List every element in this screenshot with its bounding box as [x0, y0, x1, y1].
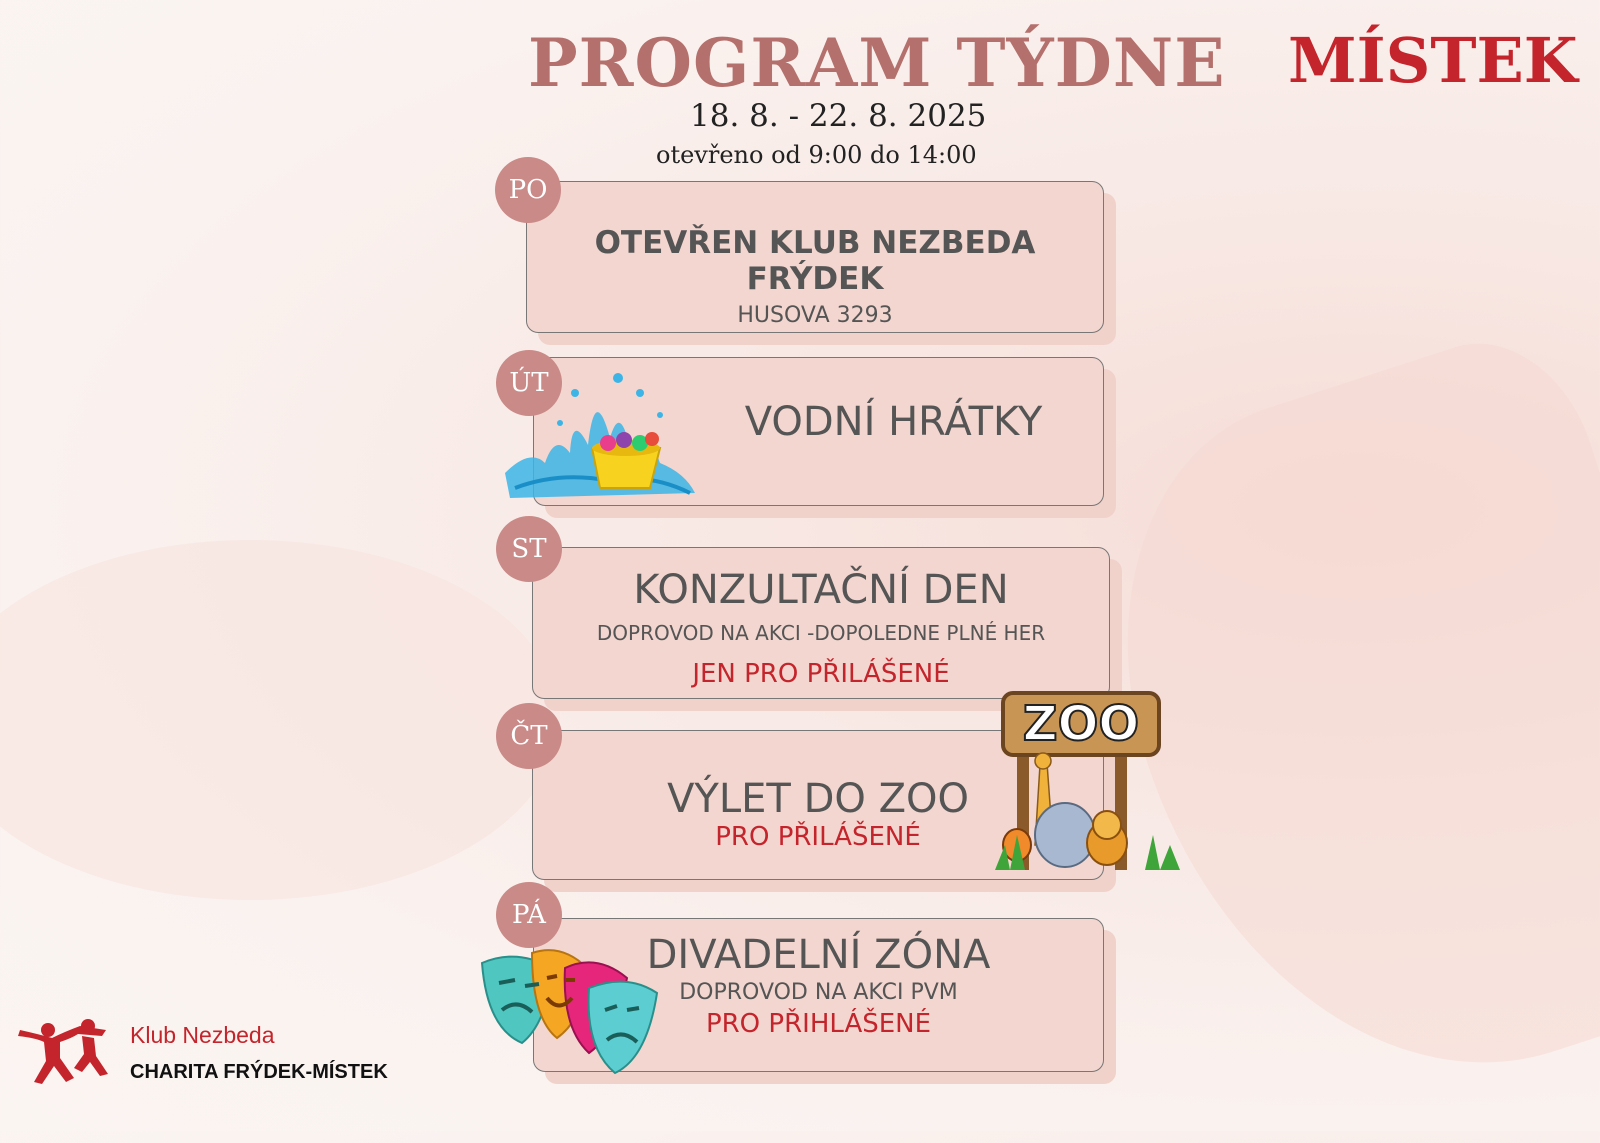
zoo-sign-icon	[995, 685, 1185, 885]
date-range: 18. 8. - 22. 8. 2025	[690, 98, 987, 134]
card-content	[526, 181, 1104, 333]
event-title: VODNÍ HRÁTKY	[744, 399, 1043, 445]
zoo-sign-text: ZOO	[1022, 696, 1140, 752]
background-shape	[0, 540, 560, 900]
event-address: HUSOVA 3293	[737, 303, 893, 328]
page-title: PROGRAM TÝDNE	[528, 24, 1226, 102]
city-name: MÍSTEK	[1288, 24, 1578, 97]
klub-nezbeda-logo-icon	[16, 1016, 116, 1086]
day-badge-friday: PÁ	[496, 882, 562, 948]
card-content	[532, 547, 1110, 699]
event-registration-note: PRO PŘIHLÁŠENÉ	[705, 1009, 932, 1039]
club-name: Klub Nezbeda	[130, 1022, 275, 1048]
event-description: DOPROVOD NA AKCI PVM	[679, 980, 958, 1005]
organization-name: CHARITA FRÝDEK-MÍSTEK	[130, 1061, 388, 1083]
event-title: DIVADELNÍ ZÓNA	[646, 932, 991, 978]
day-badge-wednesday: ST	[496, 516, 562, 582]
event-title: KONZULTAČNÍ DEN	[633, 567, 1009, 613]
event-registration-note: PRO PŘILÁŠENÉ	[715, 822, 921, 852]
theater-masks-icon	[477, 948, 667, 1078]
day-badge-tuesday: ÚT	[496, 350, 562, 416]
day-card-monday	[526, 181, 1104, 333]
event-title: VÝLET DO ZOO	[667, 776, 969, 822]
day-badge-monday: PO	[495, 157, 561, 223]
day-badge-thursday: ČT	[496, 703, 562, 769]
opening-hours: otevřeno od 9:00 do 14:00	[656, 141, 977, 169]
event-registration-note: JEN PRO PŘILÁŠENÉ	[692, 659, 950, 689]
event-description: DOPROVOD NA AKCI -DOPOLEDNE PLNÉ HER	[596, 621, 1046, 645]
event-title: OTEVŘEN KLUB NEZBEDA FRÝDEK	[594, 225, 1036, 297]
water-splash-icon	[500, 353, 700, 503]
day-card-wednesday	[532, 547, 1110, 699]
